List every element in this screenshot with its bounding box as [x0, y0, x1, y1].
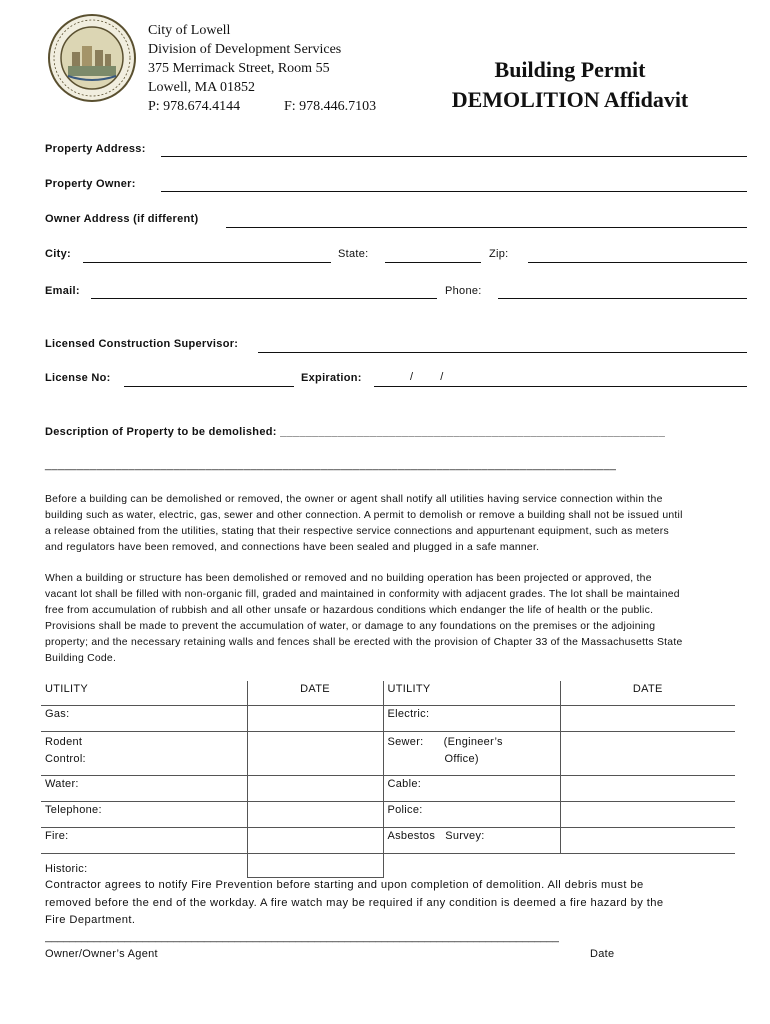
date-cell[interactable] [560, 731, 735, 775]
org-city-state: Lowell, MA 01852 [148, 80, 255, 95]
expiration-date-slashes: / / [410, 371, 444, 383]
expiration-field[interactable] [374, 386, 747, 387]
org-name: City of Lowell [148, 23, 231, 38]
header-date: DATE [560, 681, 735, 705]
header-utility: UTILITY [41, 681, 247, 705]
zip-field[interactable] [528, 262, 747, 263]
utility-cell: Historic: [41, 853, 247, 877]
date-cell[interactable] [560, 827, 735, 853]
doc-title: Building Permit [494, 57, 646, 82]
table-header-row [41, 681, 735, 705]
org-phone: P: 978.674.4144 [148, 99, 241, 114]
date-cell[interactable] [247, 853, 383, 877]
license-no-field[interactable] [124, 386, 294, 387]
utility-cell: Sewer: (Engineer’s Office) [383, 731, 560, 775]
table-row [41, 731, 735, 775]
header-utility: UTILITY [383, 681, 560, 705]
owner-agent-label: Owner/Owner’s Agent [45, 948, 158, 960]
utility-cell: Rodent Control: [41, 731, 247, 775]
table-row [41, 827, 735, 853]
table-row [41, 705, 735, 731]
date-cell[interactable] [560, 705, 735, 731]
p2-line: Building Code. [45, 653, 117, 664]
date-cell[interactable] [560, 775, 735, 801]
utility-cell: Electric: [383, 705, 560, 731]
description-label: Description of Property to be demolished: ____________________________________________________________ [45, 426, 666, 438]
empty-cell [560, 853, 735, 877]
email-field[interactable] [91, 298, 437, 299]
expiration-label: Expiration: [301, 372, 362, 384]
contractor-line: removed before the end of the workday. A fire watch may be required if any condition is deemed a fire hazard by the [45, 896, 664, 909]
supervisor-label: Licensed Construction Supervisor: [45, 338, 239, 350]
city-label: City: [45, 248, 71, 260]
utility-cell: Gas: [41, 705, 247, 731]
signature-line[interactable]: ____________________________________________________________________________________ [45, 931, 559, 943]
supervisor-field[interactable] [258, 352, 747, 353]
p1-line: Before a building can be demolished or removed, the owner or agent shall notify all utilities having service connection within the [45, 494, 663, 505]
date-cell[interactable] [247, 801, 383, 827]
table-row [41, 853, 735, 877]
phone-label: Phone: [445, 285, 482, 297]
date-label: Date [590, 948, 615, 960]
notice-paragraph-2 [45, 571, 682, 667]
date-cell[interactable] [247, 705, 383, 731]
p2-line: Provisions shall be made to prevent the accumulation of water, or damage to any foundations on the premises or the adjoining [45, 621, 656, 632]
utility-cell: Fire: [41, 827, 247, 853]
email-label: Email: [45, 285, 80, 297]
empty-cell [383, 853, 560, 877]
state-field[interactable] [385, 262, 481, 263]
contractor-line: Fire Department. [45, 914, 136, 926]
org-street: 375 Merrimack Street, Room 55 [148, 61, 330, 76]
utility-table [41, 681, 735, 878]
table-row [41, 801, 735, 827]
p1-line: a release obtained from the utilities, stating that their respective service connections and appurtenant equipment, such as meters [45, 526, 669, 537]
phone-field[interactable] [498, 298, 747, 299]
doc-subtitle: DEMOLITION Affidavit [451, 87, 689, 112]
date-cell[interactable] [560, 801, 735, 827]
org-division: Division of Development Services [148, 42, 342, 57]
owner-address-field[interactable] [226, 227, 747, 228]
property-address-label: Property Address: [45, 143, 146, 155]
utility-cell: Asbestos Survey: [383, 827, 560, 853]
p1-line: building such as water, electric, gas, sewer and other connection. A permit to demolish or remove a building shall not be issued until [45, 510, 683, 521]
property-owner-field[interactable] [161, 191, 747, 192]
property-owner-label: Property Owner: [45, 178, 136, 190]
description-continuation: _________________________________________________________________________________________ [45, 459, 617, 471]
utility-cell: Cable: [383, 775, 560, 801]
org-fax: F: 978.446.7103 [284, 99, 377, 114]
date-cell[interactable] [247, 775, 383, 801]
city-seal-icon [48, 14, 136, 102]
owner-address-label: Owner Address (if different) [45, 213, 199, 225]
p2-line: vacant lot shall be filled with non-organic fill, graded and maintained in conformity with adjacent grades. The lot shall be maintained [45, 589, 680, 600]
date-cell[interactable] [247, 827, 383, 853]
p2-line: property; and the necessary retaining walls and fences shall be erected with the provision of Chapter 33 of the Massachusetts State [45, 637, 683, 648]
notice-paragraph-1 [45, 492, 683, 556]
zip-label: Zip: [489, 248, 509, 260]
state-label: State: [338, 248, 369, 260]
property-address-field[interactable] [161, 156, 747, 157]
p2-line: When a building or structure has been demolished or removed and no building operation has been projected or approved, the [45, 573, 652, 584]
header-date: DATE [247, 681, 383, 705]
license-no-label: License No: [45, 372, 111, 384]
utility-cell: Telephone: [41, 801, 247, 827]
contractor-agreement [45, 877, 664, 930]
city-field[interactable] [83, 262, 331, 263]
p1-line: and regulators have been removed, and connections have been sealed and plugged in a safe manner. [45, 542, 540, 553]
utility-cell: Water: [41, 775, 247, 801]
utility-cell: Police: [383, 801, 560, 827]
table-row [41, 775, 735, 801]
date-cell[interactable] [247, 731, 383, 775]
p2-line: free from accumulation of rubbish and all other unsafe or hazardous conditions which endanger the life of health or the public. [45, 605, 654, 616]
contractor-line: Contractor agrees to notify Fire Prevention before starting and upon completion of demolition. All debris must be [45, 879, 644, 891]
